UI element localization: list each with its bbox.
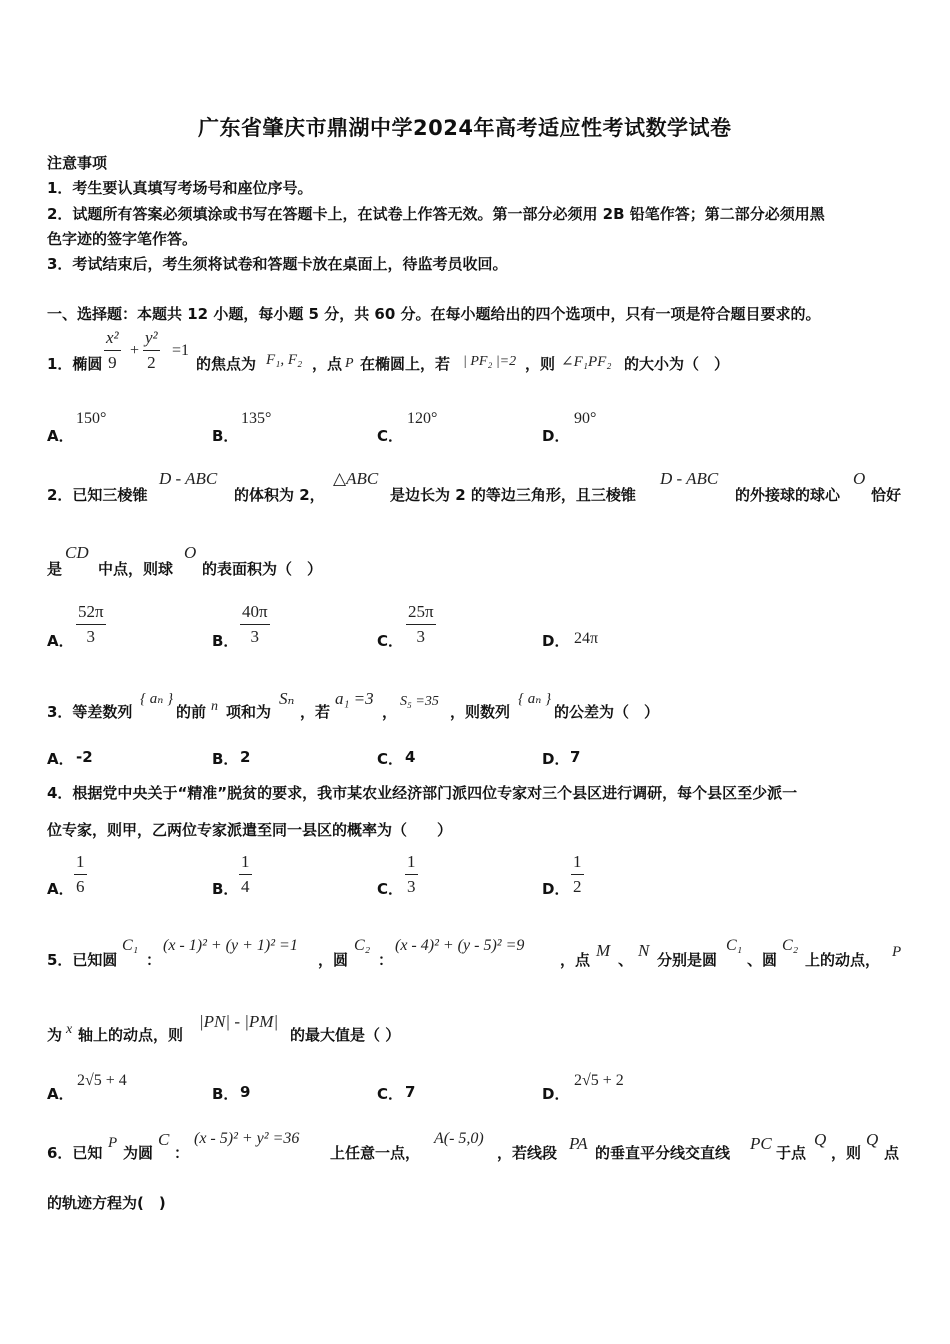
q2-text: 的体积为 2， [234,486,325,504]
q1-frac-num: x² [106,328,119,347]
q4-option-d-label[interactable]: D． [542,880,570,898]
q2-math: △ABC [333,469,379,488]
q1-text: ，点 [312,355,343,373]
q3-text: ，若 [300,703,331,721]
q5-math: x [66,1022,73,1037]
q5-math: C₁ [122,937,139,954]
q5-text: 分别是圆 [657,951,718,969]
q2-math: CD [65,543,89,562]
q1-frac-den: 2 [147,353,156,372]
q1-option-b[interactable]: 135° [241,410,272,427]
q1-option-d[interactable]: 90° [574,410,597,427]
q2-math: O [853,469,866,488]
q2-frac-num: 25π [408,602,434,621]
q2-frac-num: 52π [78,602,104,621]
q4-frac-num: 1 [573,852,582,871]
q3-s5: S₅ =35 [400,694,439,709]
q2-option-b[interactable] [240,602,270,647]
q4-option-c[interactable] [405,852,418,897]
q5-text: ： [146,951,162,969]
q5-math: C₂ [354,937,371,954]
q1-angle: ∠F₁PF₂ [561,354,612,370]
q6-math: Q [814,1130,827,1149]
q5-text: 、圆 [747,951,778,969]
q6-prefix: 6．已知 [47,1144,103,1162]
q4-option-d[interactable] [571,852,584,897]
q3-sn: Sₙ [279,689,295,708]
q6-text: 的垂直平分线交直线 [595,1144,731,1162]
q5-text: ： [378,951,394,969]
q2-math: D - ABC [660,469,719,488]
q2-option-c[interactable] [406,602,436,647]
q2-option-d-label[interactable]: D． [542,632,570,650]
notice-item: 1．考生要认真填写考场号和座位序号。 [47,179,313,197]
q5-option-a[interactable]: 2√5 + 4 [77,1072,127,1089]
q5-option-a-label[interactable]: A． [47,1085,74,1103]
q5-text: ，圆 [318,951,349,969]
q2-frac-den: 3 [416,627,426,646]
q2-text: 是 [47,560,63,578]
q2-math: D - ABC [159,469,218,488]
q2-prefix: 2．已知三棱锥 [47,486,148,504]
q5-text: 轴上的动点，则 [78,1026,184,1044]
q1-option-c[interactable]: 120° [407,410,438,427]
q3-option-d-label[interactable]: D． [542,750,570,768]
q4-option-a-label[interactable]: A． [47,880,74,898]
notice-heading: 注意事项 [47,154,108,172]
q3-option-b-label[interactable]: B． [212,750,239,768]
q6-text: 点 [884,1144,900,1162]
q1-text: 的焦点为 [196,355,257,373]
q2-option-c-label[interactable]: C． [377,632,404,650]
q5-math: C₂ [782,937,799,954]
q5-math: N [638,941,650,960]
q5-math: P [892,944,902,960]
q5-option-c[interactable]: 7 [405,1083,416,1101]
q5-option-d-label[interactable]: D． [542,1085,570,1103]
q5-equation: (x - 4)² + (y - 5)² =9 [395,937,525,954]
q5-text: 的最大值是（ ） [290,1026,401,1044]
q6-text: ，若线段 [497,1144,558,1162]
q6-text: 于点 [776,1144,807,1162]
q6-text: 上任意一点， [330,1144,421,1162]
q4-option-a[interactable] [74,852,87,897]
q6-math: PC [750,1134,772,1153]
q6-math: PA [569,1134,588,1153]
q2-frac-num: 40π [242,602,268,621]
q4-option-b-label[interactable]: B． [212,880,239,898]
q4-option-c-label[interactable]: C． [377,880,404,898]
notice-item: 3．考试结束后，考生须将试卷和答题卡放在桌面上，待监考员收回。 [47,255,508,273]
q4-frac-den: 3 [407,877,416,896]
q2-text: 中点，则球 [98,560,174,578]
q6-equation: (x - 5)² + y² =36 [194,1130,300,1147]
q1-point: P [345,356,354,371]
q1-plus: + [130,342,140,359]
q6-math: C [158,1130,170,1149]
q5-equation: (x - 1)² + (y + 1)² =1 [163,937,298,954]
q1-fraction-x [104,328,121,373]
q2-text: 是边长为 2 的等边三角形，且三棱锥 [390,486,636,504]
q5-prefix: 5．已知圆 [47,951,118,969]
q5-text: 上的动点， [805,951,881,969]
q1-fraction-y [143,328,160,373]
q4-line: 4．根据党中央关于“精准”脱贫的要求，我市某农业经济部门派四位专家对三个县区进行调研，每个县区至少派一 [47,784,798,802]
q5-text: 、 [618,951,634,969]
q5-text: ，点 [560,951,591,969]
q1-option-c-label[interactable]: C． [377,427,404,445]
q3-prefix: 3．等差数列 [47,703,133,721]
q2-option-a[interactable] [76,602,106,647]
q4-frac-den: 6 [76,877,85,896]
q2-option-d[interactable]: 24π [574,630,599,647]
q6-math: P [108,1135,118,1151]
q5-option-d[interactable]: 2√5 + 2 [574,1072,624,1089]
q1-option-b-label[interactable]: B． [212,427,239,445]
q1-frac-num: y² [145,328,158,347]
q3-text: 的前 [176,703,207,721]
q4-frac-num: 1 [407,852,416,871]
q3-a1: a₁ =3 [335,689,374,708]
q1-option-d-label[interactable]: D． [542,427,570,445]
q1-option-a[interactable]: 150° [76,410,107,427]
q1-text: ，则 [525,355,556,373]
q6-text: ，则 [831,1144,862,1162]
q3-option-c[interactable]: 4 [405,748,416,766]
q5-math: M [596,941,611,960]
q1-foci: F₁, F₂ [266,352,303,368]
q1-option-a-label[interactable]: A． [47,427,74,445]
q3-text: ， [382,703,398,721]
q6-line: 的轨迹方程为( ) [47,1194,166,1212]
q6-text: ： [174,1144,190,1162]
q1-prefix: 1．椭圆 [47,355,103,373]
q3-n: n [211,699,218,714]
q4-frac-num: 1 [76,852,85,871]
q6-math: A(- 5,0) [434,1130,484,1147]
q3-text: ，则数列 [450,703,511,721]
q2-option-b-label[interactable]: B． [212,632,239,650]
q3-option-d[interactable]: 7 [570,748,581,766]
q1-equals: =1 [172,342,190,359]
q3-option-b[interactable]: 2 [240,748,251,766]
section-heading: 一、选择题：本题共 12 小题，每小题 5 分，共 60 分。在每小题给出的四个选项中，只有一项是符合题目要求的。 [47,305,821,323]
q2-frac-den: 3 [250,627,260,646]
q4-frac-den: 4 [241,877,250,896]
q2-frac-den: 3 [86,627,96,646]
q1-text: 的大小为（ ） [624,355,730,373]
q5-text: 为 [47,1026,63,1044]
q4-frac-num: 1 [241,852,250,871]
q1-frac-den: 9 [108,353,117,372]
q1-condition: | PF₂ |=2 [463,354,517,369]
q4-line: 位专家，则甲，乙两位专家派遣至同一县区的概率为（ ） [47,821,453,839]
q2-text: 的外接球的球心 [735,486,841,504]
q5-option-b[interactable]: 9 [240,1083,251,1101]
q6-math: Q [866,1130,879,1149]
q2-option-a-label[interactable]: A． [47,632,74,650]
q4-frac-den: 2 [573,877,582,896]
q5-expression: |PN| - |PM| [199,1012,279,1031]
notice-item: 2．试题所有答案必须填涂或书写在答题卡上，在试卷上作答无效。第一部分必须用 2B 铅笔作答；第二部分必须用黑 [47,205,825,223]
q2-text: 的表面积为（ ） [202,560,323,578]
q2-math: O [184,543,197,562]
q1-text: 在椭圆上，若 [360,355,451,373]
notice-item: 色字迹的签字笔作答。 [47,230,198,248]
q2-text: 恰好 [871,486,902,504]
q5-option-c-label[interactable]: C． [377,1085,404,1103]
q3-option-c-label[interactable]: C． [377,750,404,768]
q3-seq: { aₙ } [518,691,552,707]
q6-text: 为圆 [123,1144,154,1162]
q3-seq: { aₙ } [140,691,174,707]
q4-option-b[interactable] [239,852,252,897]
q3-option-a-label[interactable]: A． [47,750,74,768]
q3-text: 项和为 [226,703,272,721]
q5-math: C₁ [726,937,743,954]
page-title: 广东省肇庆市鼎湖中学2024年高考适应性考试数学试卷 [198,116,732,140]
q3-option-a[interactable]: -2 [76,748,93,766]
q5-option-b-label[interactable]: B． [212,1085,239,1103]
q3-text: 的公差为（ ） [554,703,660,721]
